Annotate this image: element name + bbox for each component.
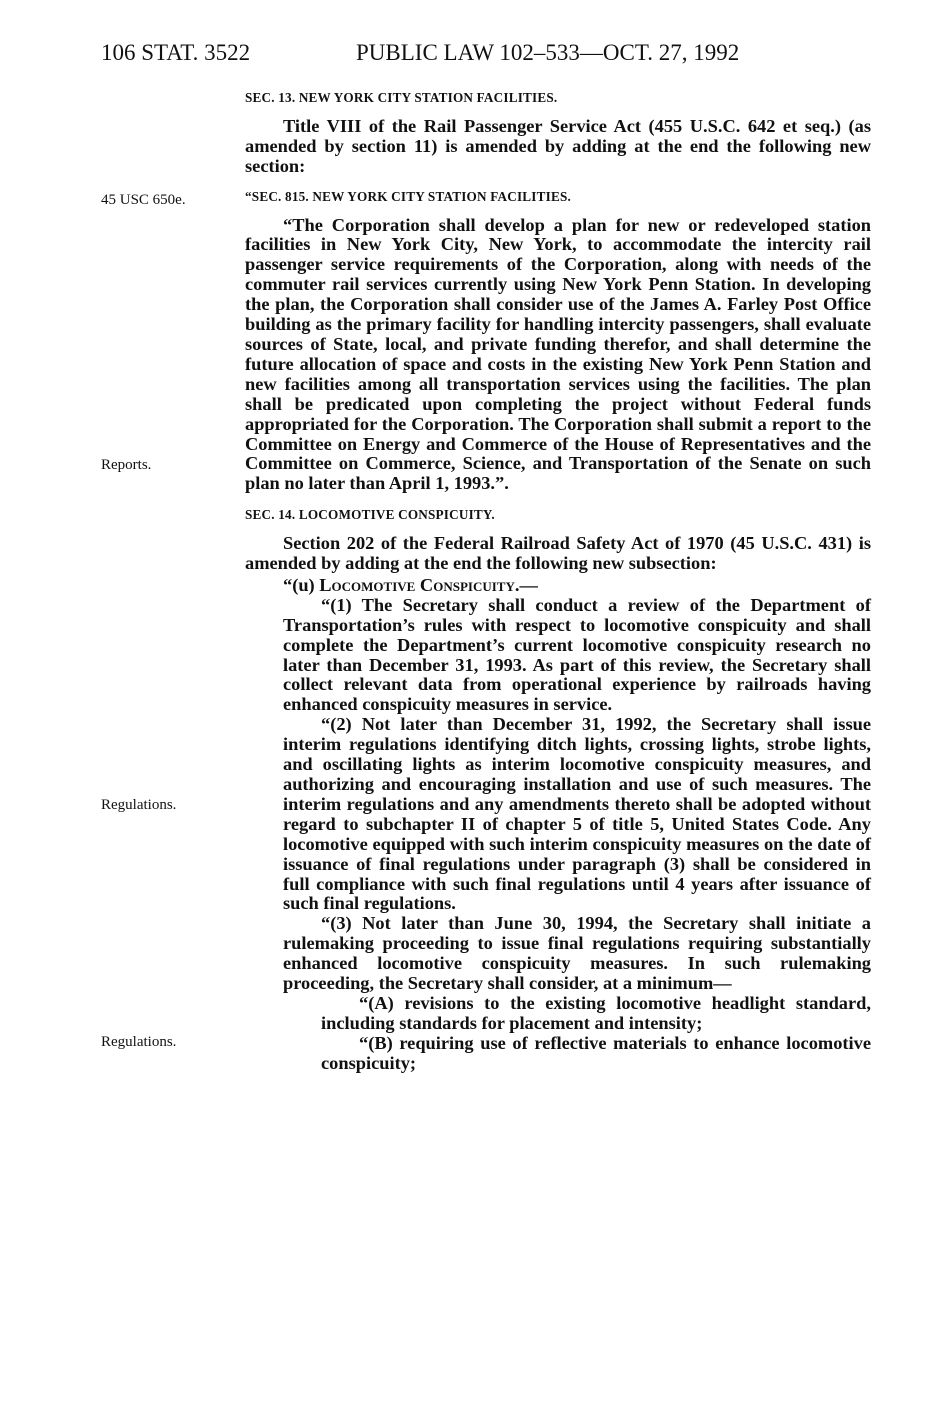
clause-a: “(A) revisions to the existing locomotive headlight standard, including standards for placement and intensity; — [321, 992, 871, 1033]
section-815-body: “The Corporation shall develop a plan for new or redeveloped station facilities in New York City, New York, to accommodate the intercity rail passenger service requirements of the Corporation, along with needs of the commuter rail services currently using New York Penn Station. In developing the plan, the Corporation shall consider use of the James A. Farley Post Office building as the primary facility for handling intercity passengers, shall evaluate sources of State, local, and private funding therefor, and shall determine the future allocation of space and costs in the existing New York Penn Station and new facilities among all transportation services using the facilities. The plan shall be predicated upon completing the project without Federal funds appropriated for the Corporation. The Corporation shall submit a report to the Committee on Energy and Commerce of the House of Representatives and the Committee on Commerce, Science, and Transportation of the Senate on such plan no later than April 1, 1993.”. — [245, 214, 871, 494]
margin-note-regulations-second: Regulations. — [101, 1034, 177, 1050]
paragraph-2: “(2) Not later than December 31, 1992, the Secretary shall issue interim regulations identifying ditch lights, crossing lights, strobe lights, and oscillating lights as interim locomotive conspicuity measures, and authorizing and encouraging installation and use of such measures. The interim regulations and any amendments thereto shall be adopted without regard to subchapter II of chapter 5 of title 5, United States Code. Any locomotive equipped with such interim conspicuity measures on the date of issuance of final regulations under paragraph (3) shall be considered in full compliance with such final regulations until 4 years after issuance of such final regulations. — [283, 714, 871, 914]
subsection-u-prefix: “(u) — [283, 574, 320, 595]
public-law-citation: PUBLIC LAW 102–533—OCT. 27, 1992 — [356, 40, 740, 65]
clause-b: “(B) requiring use of reflective materials to enhance locomotive conspicuity; — [321, 1032, 871, 1073]
section-13-intro: Title VIII of the Rail Passenger Service Act (455 U.S.C. 642 et seq.) (as amended by section 11) is amended by adding at the end the following new section: — [245, 115, 871, 176]
paragraph-3: “(3) Not later than June 30, 1994, the Secretary shall initiate a rulemaking proceeding to issue final regulations requiring substantially enhanced locomotive conspicuity measures. In such rulemaking proceeding, the Secretary shall consider, at a minimum— — [283, 913, 871, 994]
section-815-heading: “SEC. 815. NEW YORK CITY STATION FACILITIES. — [245, 188, 571, 204]
margin-note-regulations: Regulations. — [101, 797, 177, 813]
section-13-heading: SEC. 13. NEW YORK CITY STATION FACILITIES. — [245, 90, 558, 105]
margin-note-usc-citation: 45 USC 650e. — [101, 192, 186, 208]
subsection-u-dash: .— — [514, 574, 538, 595]
section-14-heading: SEC. 14. LOCOMOTIVE CONSPICUITY. — [245, 507, 495, 523]
subsection-u-heading — [245, 576, 871, 596]
statute-text — [245, 88, 871, 1074]
page-folio: 106 STAT. 3522 — [101, 40, 251, 65]
running-head — [101, 40, 881, 70]
section-14-intro: Section 202 of the Federal Railroad Safety Act of 1970 (45 U.S.C. 431) is amended by adding at the end the following new subsection: — [245, 533, 871, 574]
subsection-u-title: Locomotive Conspicuity — [319, 574, 515, 595]
paragraph-1: “(1) The Secretary shall conduct a review of the Department of Transportation’s rules with respect to locomotive conspicuity and shall complete the Department’s current locomotive conspicuity research no later than December 31, 1993. As part of this review, the Secretary shall collect relevant data from operational experience by railroads having enhanced conspicuity measures in service. — [283, 594, 871, 715]
margin-note-reports: Reports. — [101, 457, 152, 473]
